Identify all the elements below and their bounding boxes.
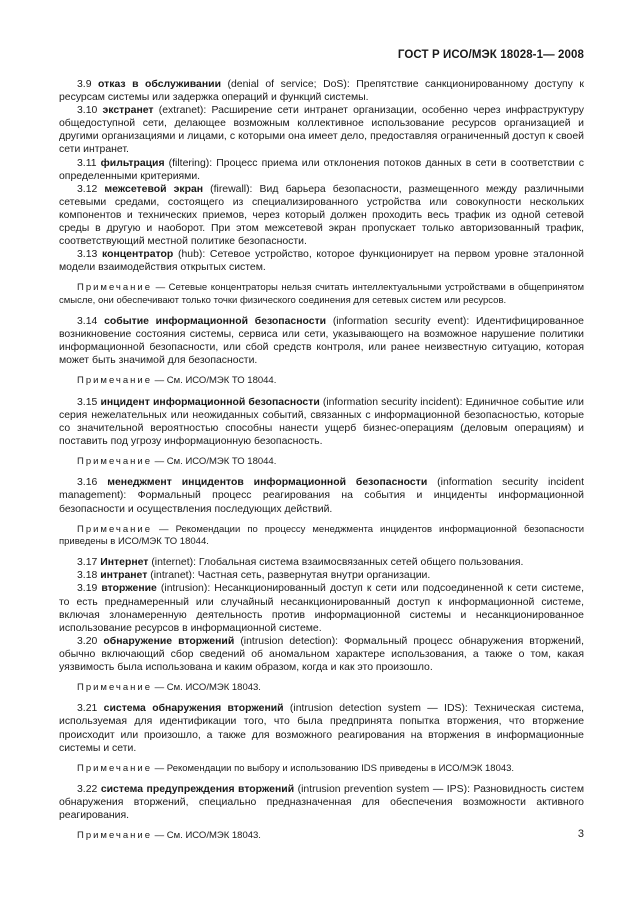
note-label: Примечание xyxy=(77,830,152,842)
definition-entry: 3.12 межсетевой экран (firewall): Вид барьера безопасности, размещенного между различными сетевыми средами, состоящего из специализированного устройства или совокупности нескольких компонентов и технических приемов, через который должен проходить весь трафик из одной сетевой среды в другую и наоборот. При этом межсетевой экран пропускает только авторизованный трафик, соответствующий местной политике безопасности. xyxy=(59,183,585,248)
defined-term: обнаружение вторжений xyxy=(103,635,235,647)
defined-term: инцидент информационной безопасности xyxy=(100,396,320,408)
defined-term: система предупреждения вторжений xyxy=(100,784,295,796)
definition-entry: 3.14 событие информационной безопасности (information security event): Идентифицированное возникновение состояния системы, сервиса или сети, указывающего на возможное нарушение политики информационной безопасности, или сбой средств контроля, или ранее неизвестную ситуацию, которая может быть значимой для безопасности. xyxy=(59,316,584,367)
note: Примечание — Рекомендации по выбору и использованию IDS приведены в ИСО/МЭК 18043. xyxy=(77,762,515,774)
definition-entry: 3.20 обнаружение вторжений (intrusion detection): Формальный процесс обнаружения вторжений, обычно включающий сбор сведений об аномальном характере использования, а также о том, какая уязвимость была использована и каким образом, когда и как это произошло. xyxy=(59,635,584,673)
defined-term: концентратор xyxy=(102,249,174,261)
note: Примечание — См. ИСО/МЭК 18043. xyxy=(77,682,261,694)
definition-entry: 3.22 система предупреждения вторжений (intrusion prevention system — IPS): Разновидность систем обнаружения вторжений, специально предназначенная для обеспечения возможности активного реагирования. xyxy=(59,784,584,822)
defined-term: интранет xyxy=(100,570,148,582)
defined-term: вторжение xyxy=(101,583,157,595)
note-label: Примечание xyxy=(77,282,152,294)
defined-term: Интернет xyxy=(100,557,149,569)
note: Примечание — Рекомендации по процессу менеджмента инцидентов информационной безопасности приведены в ИСО/МЭК ТО 18044. xyxy=(59,523,585,547)
definition-entry: 3.10 экстранет (extranet): Расширение сети интранет организации, особенно через инфраструктуру общедоступной сети, делающее возможным коллективное использование ресурсов организацией и другими организациями и лицами, с которыми она имеет дело, предоставляя ограниченный доступ к своей сети интранет. xyxy=(59,105,584,156)
page-header: ГОСТ Р ИСО/МЭК 18028-1— 2008 xyxy=(397,49,584,61)
definition-entry: 3.21 система обнаружения вторжений (intrusion detection system — IDS): Техническая система, используемая для идентификации того, что была предпринята попытка вторжения, что вторжение происходит или произошло, а также для возможного реагирования на вторжения в информационные системы и сети. xyxy=(59,703,584,754)
definition-entry: 3.15 инцидент информационной безопасности (information security incident): Единичное событие или серия нежелательных или неожиданных событий, связанных с информационной безопасностью, которые со значительной вероятностью способны нанести ущерб бизнес-операциям (деловым операциям) и поставить под угрозу информационную безопасность. xyxy=(59,396,584,447)
note-label: Примечание xyxy=(77,762,152,774)
document-body xyxy=(59,78,584,851)
note-label: Примечание xyxy=(77,456,152,468)
note: Примечание — См. ИСО/МЭК ТО 18044. xyxy=(77,375,277,387)
note-label: Примечание xyxy=(77,523,152,535)
definition-entry: 3.16 менеджмент инцидентов информационной безопасности (information security incident management): Формальный процесс реагирования на события и инциденты информационной безопасности и осуществления последующих действий. xyxy=(59,477,585,515)
page-number: 3 xyxy=(577,828,584,840)
note-label: Примечание xyxy=(77,682,152,694)
note: Примечание — См. ИСО/МЭК ТО 18044. xyxy=(77,456,277,468)
defined-term: экстранет xyxy=(102,105,154,117)
defined-term: межсетевой экран xyxy=(104,183,204,195)
defined-term: событие информационной безопасности xyxy=(104,316,327,327)
definition-entry: 3.17 Интернет (internet): Глобальная система взаимосвязанных сетей общего пользования. xyxy=(77,557,524,569)
note: Примечание — Сетевые концентраторы нельзя считать интеллектуальными устройствами в общепринятом смысле, они обеспечивают только точки физического соединения для сетевых систем или ресурсов. xyxy=(59,282,584,306)
definition-entry: 3.9 отказ в обслуживании (denial of service; DoS): Препятствие санкционированному доступу к ресурсам системы или задержка операций и функций системы. xyxy=(59,79,584,104)
defined-term: фильтрация xyxy=(100,157,165,169)
defined-term: система обнаружения вторжений xyxy=(103,703,284,715)
definition-entry: 3.19 вторжение (intrusion): Несанкционированный доступ к сети или подсоединенной к сети системе, то есть преднамеренный или случайный несанкционированный доступ к информационной системе, включая злонамеренную деятельность против информационной системы и несанкционированное использование ресурсов в информационной системе. xyxy=(59,583,584,634)
definition-entry: 3.13 концентратор (hub): Сетевое устройство, которое функционирует на первом уровне эталонной модели взаимодействия открытых систем. xyxy=(59,249,584,274)
definition-entry: 3.11 фильтрация (filtering): Процесс приема или отклонения потоков данных в сети в соответствии с определенными критериями. xyxy=(59,157,584,182)
defined-term: менеджмент инцидентов информационной безопасности xyxy=(107,477,428,489)
defined-term: отказ в обслуживании xyxy=(98,79,222,90)
note: Примечание — См. ИСО/МЭК 18043. xyxy=(77,830,261,842)
definition-entry: 3.18 интранет (intranet): Частная сеть, развернутая внутри организации. xyxy=(77,570,431,582)
note-label: Примечание xyxy=(77,375,152,387)
